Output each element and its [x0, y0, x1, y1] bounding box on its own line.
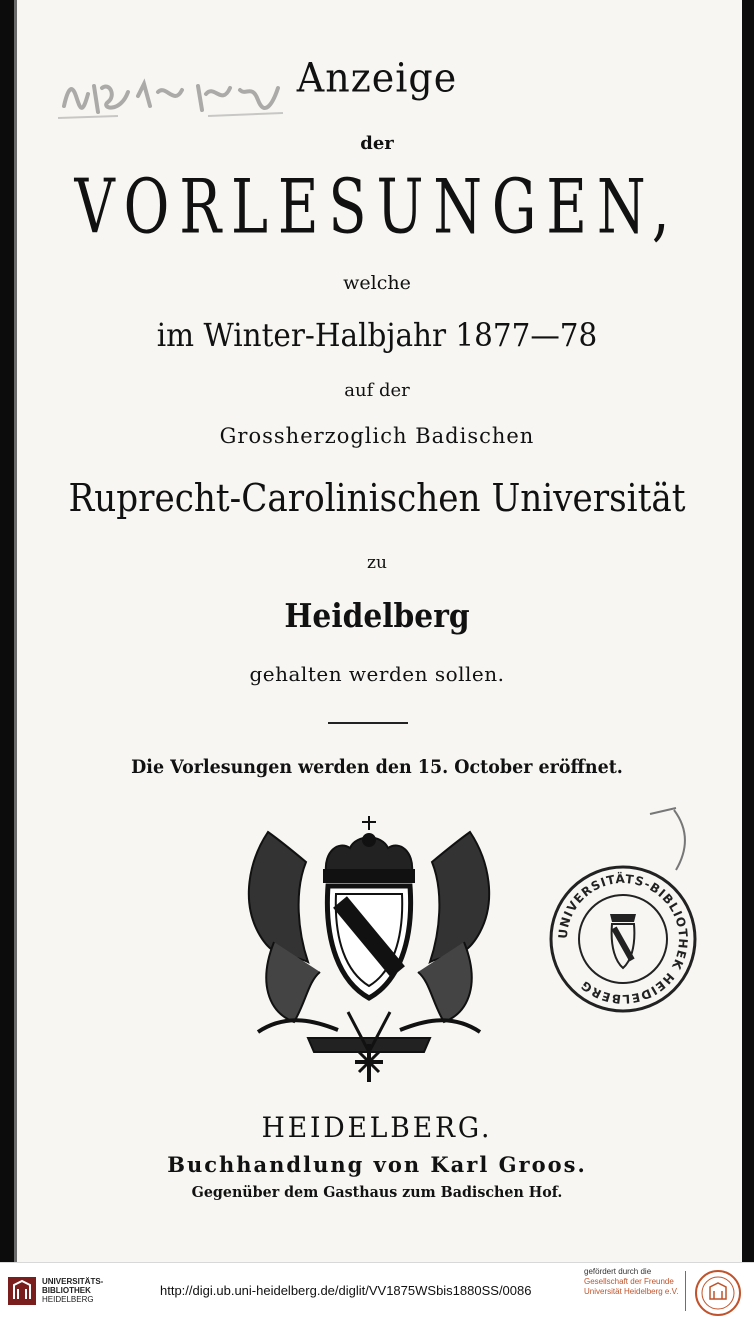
- text-gehalten: gehalten werden sollen.: [249, 662, 505, 686]
- title-anzeige: Anzeige: [296, 54, 458, 102]
- text-der: der: [360, 133, 394, 154]
- library-stamp: [548, 864, 698, 1014]
- sponsor-divider: [685, 1271, 686, 1311]
- address-line: Gegenüber dem Gasthaus zum Badischen Hof.: [191, 1183, 563, 1201]
- library-name-line1: UNIVERSITÄTS-: [42, 1277, 104, 1286]
- library-name-line2: BIBLIOTHEK: [42, 1286, 91, 1295]
- library-name: [42, 1277, 103, 1304]
- text-zu: zu: [367, 553, 387, 573]
- semester-line: im Winter-Halbjahr 1877—78: [156, 316, 598, 354]
- sponsor-org-line2: Universität Heidelberg e.V.: [584, 1287, 679, 1296]
- text-auf-der: auf der: [344, 380, 410, 401]
- opening-date-line: Die Vorlesungen werden den 15. October eröffnet.: [131, 756, 623, 778]
- scan-border-right: [742, 0, 754, 1262]
- sponsor-org-line1: Gesellschaft der Freunde: [584, 1277, 674, 1286]
- coat-of-arms-icon: [228, 812, 510, 1094]
- sponsor-info: [584, 1267, 678, 1297]
- divider-rule: [328, 722, 408, 724]
- main-title-vorlesungen: VORLESUNGEN,: [74, 164, 680, 251]
- imprint-city: HEIDELBERG.: [261, 1111, 493, 1144]
- city-heidelberg: Heidelberg: [284, 596, 470, 635]
- digitization-footer: [0, 1262, 754, 1319]
- university-name: Ruprecht-Carolinischen Universität: [68, 476, 686, 520]
- stamp-text: UNIVERSITÄTS-BIBLIOTHEK HEIDELBERG: [555, 871, 691, 1007]
- text-grossherzoglich: Grossherzoglich Badischen: [219, 424, 535, 448]
- library-name-line3: HEIDELBERG: [42, 1295, 94, 1304]
- publisher-line: Buchhandlung von Karl Groos.: [167, 1152, 587, 1177]
- university-seal-icon: [694, 1269, 742, 1317]
- scan-border-left: [0, 0, 14, 1262]
- text-welche: welche: [343, 272, 411, 294]
- library-logo-icon: [6, 1275, 38, 1307]
- sponsor-label: gefördert durch die: [584, 1267, 652, 1276]
- permalink-url[interactable]: http://digi.ub.uni-heidelberg.de/diglit/VV1875WSbis1880SS/0086: [160, 1283, 532, 1298]
